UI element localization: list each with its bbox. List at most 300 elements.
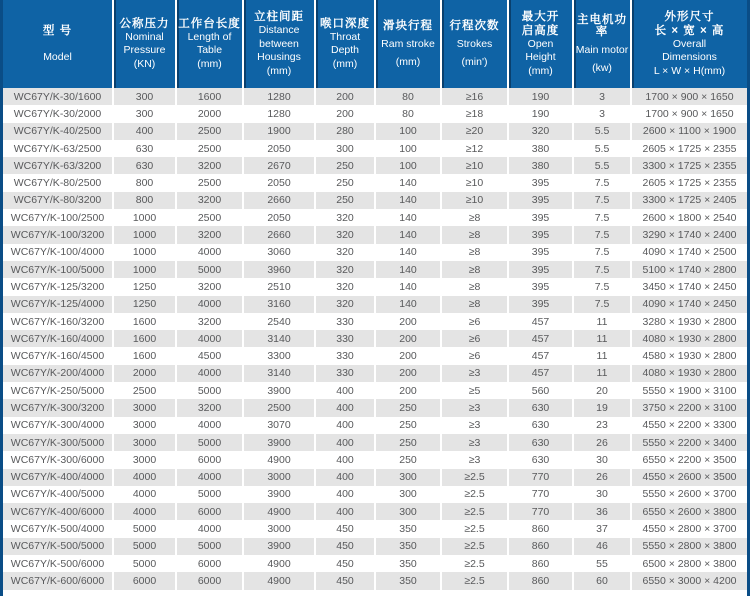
cell-strokes: ≥3 bbox=[441, 451, 508, 468]
cell-housing_distance: 2670 bbox=[243, 157, 315, 174]
cell-nominal_pressure: 1600 bbox=[113, 330, 176, 347]
cell-nominal_pressure: 5000 bbox=[113, 520, 176, 537]
cell-model: WC67Y/K-125/3200 bbox=[3, 278, 113, 295]
cell-housing_distance: 4900 bbox=[243, 555, 315, 572]
cell-main_motor: 26 bbox=[573, 469, 631, 486]
cell-ram_stroke: 140 bbox=[375, 244, 441, 261]
cell-throat_depth: 400 bbox=[315, 451, 375, 468]
cell-open_height: 395 bbox=[508, 261, 573, 278]
cell-dimensions: 4090 × 1740 × 2450 bbox=[631, 296, 747, 313]
cell-strokes: ≥3 bbox=[441, 399, 508, 416]
header-line: Length of bbox=[187, 30, 232, 43]
cell-table_length: 5000 bbox=[176, 538, 243, 555]
cell-throat_depth: 400 bbox=[315, 399, 375, 416]
cell-model: WC67Y/K-300/4000 bbox=[3, 417, 113, 434]
cell-strokes: ≥2.5 bbox=[441, 486, 508, 503]
cell-dimensions: 4550 × 2800 × 3700 bbox=[631, 520, 747, 537]
cell-nominal_pressure: 1250 bbox=[113, 296, 176, 313]
table-row bbox=[3, 399, 747, 416]
cell-nominal_pressure: 3000 bbox=[113, 451, 176, 468]
cell-ram_stroke: 80 bbox=[375, 105, 441, 122]
cell-ram_stroke: 350 bbox=[375, 555, 441, 572]
col-header-strokes bbox=[441, 0, 508, 88]
cell-strokes: ≥2.5 bbox=[441, 538, 508, 555]
header-line: 立柱间距 bbox=[254, 11, 304, 23]
cell-nominal_pressure: 630 bbox=[113, 140, 176, 157]
cell-model: WC67Y/K-300/3200 bbox=[3, 399, 113, 416]
header-line: L × W × H(mm) bbox=[653, 64, 726, 77]
cell-table_length: 3200 bbox=[176, 226, 243, 243]
cell-throat_depth: 200 bbox=[315, 105, 375, 122]
cell-housing_distance: 2510 bbox=[243, 278, 315, 295]
cell-main_motor: 37 bbox=[573, 520, 631, 537]
cell-ram_stroke: 140 bbox=[375, 261, 441, 278]
header-line: (mm) bbox=[528, 64, 553, 77]
cell-open_height: 380 bbox=[508, 140, 573, 157]
cell-strokes: ≥6 bbox=[441, 330, 508, 347]
cell-ram_stroke: 250 bbox=[375, 434, 441, 451]
header-line: (min') bbox=[461, 56, 488, 68]
header-line: 长 × 宽 × 高 bbox=[654, 24, 725, 37]
table-row bbox=[3, 347, 747, 364]
cell-table_length: 1600 bbox=[176, 88, 243, 105]
table-row bbox=[3, 572, 747, 590]
cell-dimensions: 3280 × 1930 × 2800 bbox=[631, 313, 747, 330]
cell-model: WC67Y/K-63/2500 bbox=[3, 140, 113, 157]
cell-throat_depth: 320 bbox=[315, 261, 375, 278]
cell-ram_stroke: 200 bbox=[375, 313, 441, 330]
header-line: Pressure bbox=[123, 44, 166, 57]
header-line: (mm) bbox=[332, 57, 358, 70]
cell-throat_depth: 250 bbox=[315, 192, 375, 209]
cell-table_length: 4000 bbox=[176, 365, 243, 382]
table-row bbox=[3, 330, 747, 347]
col-header-main_motor bbox=[573, 0, 631, 88]
cell-housing_distance: 3140 bbox=[243, 330, 315, 347]
cell-strokes: ≥2.5 bbox=[441, 469, 508, 486]
cell-nominal_pressure: 1600 bbox=[113, 313, 176, 330]
cell-open_height: 190 bbox=[508, 105, 573, 122]
table-row bbox=[3, 140, 747, 157]
cell-model: WC67Y/K-500/6000 bbox=[3, 555, 113, 572]
cell-dimensions: 5550 × 2800 × 3800 bbox=[631, 538, 747, 555]
cell-nominal_pressure: 1000 bbox=[113, 261, 176, 278]
cell-strokes: ≥2.5 bbox=[441, 555, 508, 572]
cell-strokes: ≥6 bbox=[441, 347, 508, 364]
cell-strokes: ≥20 bbox=[441, 123, 508, 140]
cell-dimensions: 4090 × 1740 × 2500 bbox=[631, 244, 747, 261]
header-row bbox=[3, 0, 747, 88]
cell-open_height: 770 bbox=[508, 486, 573, 503]
cell-main_motor: 3 bbox=[573, 88, 631, 105]
cell-nominal_pressure: 1000 bbox=[113, 244, 176, 261]
cell-throat_depth: 330 bbox=[315, 347, 375, 364]
cell-model: WC67Y/K-160/4500 bbox=[3, 347, 113, 364]
header-line: 最大开 bbox=[521, 10, 560, 23]
table-row bbox=[3, 209, 747, 226]
cell-main_motor: 7.5 bbox=[573, 226, 631, 243]
header-line: 工作台长度 bbox=[178, 17, 241, 30]
cell-strokes: ≥12 bbox=[441, 140, 508, 157]
cell-throat_depth: 280 bbox=[315, 123, 375, 140]
header-line: Housings bbox=[257, 51, 301, 63]
header-line: 喉口深度 bbox=[320, 17, 370, 30]
header-line: Depth bbox=[330, 44, 360, 57]
cell-open_height: 395 bbox=[508, 244, 573, 261]
cell-nominal_pressure: 3000 bbox=[113, 399, 176, 416]
cell-strokes: ≥8 bbox=[441, 278, 508, 295]
cell-table_length: 5000 bbox=[176, 486, 243, 503]
cell-dimensions: 1700 × 900 × 1650 bbox=[631, 88, 747, 105]
cell-table_length: 3200 bbox=[176, 278, 243, 295]
cell-table_length: 6000 bbox=[176, 451, 243, 468]
col-header-model bbox=[3, 0, 113, 88]
col-header-housing_distance bbox=[243, 0, 315, 88]
header-line: Main motor bbox=[575, 43, 629, 56]
cell-throat_depth: 400 bbox=[315, 486, 375, 503]
cell-housing_distance: 1280 bbox=[243, 88, 315, 105]
cell-nominal_pressure: 4000 bbox=[113, 486, 176, 503]
table-row bbox=[3, 192, 747, 209]
table-row bbox=[3, 226, 747, 243]
table-row bbox=[3, 538, 747, 555]
table-row bbox=[3, 157, 747, 174]
cell-nominal_pressure: 3000 bbox=[113, 417, 176, 434]
cell-housing_distance: 2540 bbox=[243, 313, 315, 330]
cell-open_height: 395 bbox=[508, 192, 573, 209]
cell-table_length: 2500 bbox=[176, 174, 243, 191]
cell-model: WC67Y/K-160/3200 bbox=[3, 313, 113, 330]
table-row bbox=[3, 503, 747, 520]
cell-throat_depth: 400 bbox=[315, 417, 375, 434]
cell-main_motor: 7.5 bbox=[573, 244, 631, 261]
cell-housing_distance: 2050 bbox=[243, 209, 315, 226]
cell-table_length: 4000 bbox=[176, 330, 243, 347]
header-line: Ram stroke bbox=[381, 37, 435, 50]
cell-ram_stroke: 140 bbox=[375, 209, 441, 226]
cell-model: WC67Y/K-100/3200 bbox=[3, 226, 113, 243]
cell-table_length: 2500 bbox=[176, 209, 243, 226]
cell-open_height: 395 bbox=[508, 278, 573, 295]
cell-table_length: 5000 bbox=[176, 382, 243, 399]
cell-ram_stroke: 250 bbox=[375, 399, 441, 416]
table-row bbox=[3, 469, 747, 486]
table-row bbox=[3, 244, 747, 261]
cell-throat_depth: 450 bbox=[315, 555, 375, 572]
cell-strokes: ≥8 bbox=[441, 261, 508, 278]
header-line: Open bbox=[527, 37, 554, 50]
cell-strokes: ≥8 bbox=[441, 226, 508, 243]
col-header-ram_stroke bbox=[375, 0, 441, 88]
cell-throat_depth: 200 bbox=[315, 88, 375, 105]
cell-housing_distance: 3900 bbox=[243, 434, 315, 451]
cell-open_height: 457 bbox=[508, 330, 573, 347]
cell-table_length: 6000 bbox=[176, 503, 243, 520]
header-line: (KN) bbox=[133, 57, 156, 70]
cell-open_height: 190 bbox=[508, 88, 573, 105]
cell-main_motor: 11 bbox=[573, 313, 631, 330]
cell-nominal_pressure: 2500 bbox=[113, 382, 176, 399]
header-line: 外形尺寸 bbox=[664, 10, 715, 23]
col-header-open_height bbox=[508, 0, 573, 88]
cell-model: WC67Y/K-80/2500 bbox=[3, 174, 113, 191]
header-line: (mm) bbox=[395, 56, 421, 68]
header-line: Model bbox=[43, 50, 72, 63]
cell-housing_distance: 4900 bbox=[243, 572, 315, 590]
cell-dimensions: 6550 × 2200 × 3500 bbox=[631, 451, 747, 468]
cell-ram_stroke: 140 bbox=[375, 174, 441, 191]
cell-model: WC67Y/K-500/5000 bbox=[3, 538, 113, 555]
cell-table_length: 5000 bbox=[176, 261, 243, 278]
cell-open_height: 770 bbox=[508, 469, 573, 486]
cell-strokes: ≥3 bbox=[441, 434, 508, 451]
cell-nominal_pressure: 1250 bbox=[113, 278, 176, 295]
table-row bbox=[3, 486, 747, 503]
cell-dimensions: 6550 × 2600 × 3800 bbox=[631, 503, 747, 520]
cell-throat_depth: 250 bbox=[315, 157, 375, 174]
cell-throat_depth: 400 bbox=[315, 434, 375, 451]
cell-nominal_pressure: 4000 bbox=[113, 469, 176, 486]
cell-housing_distance: 3070 bbox=[243, 417, 315, 434]
cell-nominal_pressure: 800 bbox=[113, 174, 176, 191]
table-row bbox=[3, 313, 747, 330]
cell-housing_distance: 3900 bbox=[243, 486, 315, 503]
cell-housing_distance: 3000 bbox=[243, 469, 315, 486]
table-row bbox=[3, 123, 747, 140]
cell-housing_distance: 2050 bbox=[243, 140, 315, 157]
cell-nominal_pressure: 1600 bbox=[113, 347, 176, 364]
cell-table_length: 2000 bbox=[176, 105, 243, 122]
cell-strokes: ≥5 bbox=[441, 382, 508, 399]
cell-dimensions: 2605 × 1725 × 2355 bbox=[631, 140, 747, 157]
cell-throat_depth: 320 bbox=[315, 296, 375, 313]
cell-table_length: 2500 bbox=[176, 140, 243, 157]
cell-strokes: ≥16 bbox=[441, 88, 508, 105]
cell-ram_stroke: 350 bbox=[375, 520, 441, 537]
cell-model: WC67Y/K-400/4000 bbox=[3, 469, 113, 486]
cell-housing_distance: 3960 bbox=[243, 261, 315, 278]
table-row bbox=[3, 382, 747, 399]
cell-open_height: 860 bbox=[508, 555, 573, 572]
cell-open_height: 630 bbox=[508, 417, 573, 434]
header-line: 主电机功率 bbox=[577, 13, 627, 38]
header-line: 公称压力 bbox=[119, 17, 170, 30]
cell-table_length: 4000 bbox=[176, 469, 243, 486]
header-line: Dimensions bbox=[662, 51, 717, 64]
cell-main_motor: 3 bbox=[573, 105, 631, 122]
table-row bbox=[3, 296, 747, 313]
cell-main_motor: 5.5 bbox=[573, 140, 631, 157]
cell-dimensions: 5550 × 2600 × 3700 bbox=[631, 486, 747, 503]
table-row bbox=[3, 174, 747, 191]
cell-model: WC67Y/K-100/2500 bbox=[3, 209, 113, 226]
cell-ram_stroke: 200 bbox=[375, 330, 441, 347]
cell-table_length: 2500 bbox=[176, 123, 243, 140]
cell-open_height: 630 bbox=[508, 451, 573, 468]
cell-throat_depth: 330 bbox=[315, 330, 375, 347]
cell-dimensions: 2605 × 1725 × 2355 bbox=[631, 174, 747, 191]
cell-throat_depth: 320 bbox=[315, 278, 375, 295]
cell-model: WC67Y/K-40/2500 bbox=[3, 123, 113, 140]
cell-nominal_pressure: 1000 bbox=[113, 226, 176, 243]
cell-model: WC67Y/K-30/2000 bbox=[3, 105, 113, 122]
cell-strokes: ≥2.5 bbox=[441, 520, 508, 537]
cell-main_motor: 26 bbox=[573, 434, 631, 451]
cell-table_length: 3200 bbox=[176, 192, 243, 209]
cell-ram_stroke: 200 bbox=[375, 347, 441, 364]
cell-strokes: ≥8 bbox=[441, 296, 508, 313]
header-line: 行程次数 bbox=[449, 19, 500, 32]
cell-model: WC67Y/K-400/6000 bbox=[3, 503, 113, 520]
cell-model: WC67Y/K-160/4000 bbox=[3, 330, 113, 347]
cell-housing_distance: 4900 bbox=[243, 503, 315, 520]
cell-table_length: 3200 bbox=[176, 313, 243, 330]
cell-housing_distance: 3900 bbox=[243, 538, 315, 555]
cell-ram_stroke: 100 bbox=[375, 157, 441, 174]
cell-open_height: 395 bbox=[508, 209, 573, 226]
header-line: between bbox=[259, 37, 299, 50]
cell-housing_distance: 3900 bbox=[243, 382, 315, 399]
cell-nominal_pressure: 5000 bbox=[113, 555, 176, 572]
cell-dimensions: 5100 × 1740 × 2800 bbox=[631, 261, 747, 278]
header-line: 滑块行程 bbox=[383, 19, 433, 32]
cell-strokes: ≥2.5 bbox=[441, 503, 508, 520]
cell-throat_depth: 450 bbox=[315, 520, 375, 537]
cell-dimensions: 3300 × 1725 × 2355 bbox=[631, 157, 747, 174]
col-header-table_length bbox=[176, 0, 243, 88]
cell-open_height: 320 bbox=[508, 123, 573, 140]
cell-table_length: 3200 bbox=[176, 157, 243, 174]
header-line: Nominal bbox=[125, 30, 164, 43]
cell-main_motor: 7.5 bbox=[573, 174, 631, 191]
cell-open_height: 395 bbox=[508, 296, 573, 313]
cell-dimensions: 5550 × 1900 × 3100 bbox=[631, 382, 747, 399]
cell-housing_distance: 2660 bbox=[243, 226, 315, 243]
cell-ram_stroke: 300 bbox=[375, 503, 441, 520]
cell-strokes: ≥6 bbox=[441, 313, 508, 330]
cell-table_length: 6000 bbox=[176, 555, 243, 572]
cell-open_height: 770 bbox=[508, 503, 573, 520]
cell-strokes: ≥18 bbox=[441, 105, 508, 122]
cell-model: WC67Y/K-200/4000 bbox=[3, 365, 113, 382]
cell-dimensions: 3300 × 1725 × 2405 bbox=[631, 192, 747, 209]
cell-open_height: 860 bbox=[508, 538, 573, 555]
cell-dimensions: 4550 × 2600 × 3500 bbox=[631, 469, 747, 486]
cell-strokes: ≥10 bbox=[441, 174, 508, 191]
cell-dimensions: 6550 × 3000 × 4200 bbox=[631, 572, 747, 590]
cell-nominal_pressure: 800 bbox=[113, 192, 176, 209]
cell-ram_stroke: 350 bbox=[375, 572, 441, 590]
cell-open_height: 457 bbox=[508, 365, 573, 382]
cell-main_motor: 55 bbox=[573, 555, 631, 572]
cell-open_height: 457 bbox=[508, 347, 573, 364]
cell-open_height: 630 bbox=[508, 434, 573, 451]
cell-model: WC67Y/K-400/5000 bbox=[3, 486, 113, 503]
col-header-throat_depth bbox=[315, 0, 375, 88]
cell-dimensions: 4080 × 1930 × 2800 bbox=[631, 330, 747, 347]
cell-model: WC67Y/K-125/4000 bbox=[3, 296, 113, 313]
cell-open_height: 395 bbox=[508, 174, 573, 191]
cell-main_motor: 7.5 bbox=[573, 209, 631, 226]
cell-ram_stroke: 250 bbox=[375, 417, 441, 434]
header-line: Height bbox=[525, 51, 556, 64]
cell-main_motor: 60 bbox=[573, 572, 631, 590]
cell-housing_distance: 3300 bbox=[243, 347, 315, 364]
cell-ram_stroke: 350 bbox=[375, 538, 441, 555]
cell-throat_depth: 450 bbox=[315, 572, 375, 590]
cell-nominal_pressure: 300 bbox=[113, 105, 176, 122]
cell-ram_stroke: 140 bbox=[375, 278, 441, 295]
cell-housing_distance: 1900 bbox=[243, 123, 315, 140]
table-row bbox=[3, 520, 747, 537]
cell-strokes: ≥3 bbox=[441, 417, 508, 434]
cell-throat_depth: 320 bbox=[315, 209, 375, 226]
col-header-dimensions bbox=[631, 0, 747, 88]
cell-throat_depth: 330 bbox=[315, 365, 375, 382]
table-header bbox=[3, 0, 747, 88]
cell-ram_stroke: 300 bbox=[375, 486, 441, 503]
cell-main_motor: 30 bbox=[573, 451, 631, 468]
header-line: Strokes bbox=[456, 37, 493, 50]
cell-dimensions: 2600 × 1100 × 1900 bbox=[631, 123, 747, 140]
cell-ram_stroke: 250 bbox=[375, 451, 441, 468]
cell-nominal_pressure: 300 bbox=[113, 88, 176, 105]
cell-ram_stroke: 200 bbox=[375, 365, 441, 382]
cell-dimensions: 1700 × 900 × 1650 bbox=[631, 105, 747, 122]
cell-dimensions: 4080 × 1930 × 2800 bbox=[631, 365, 747, 382]
cell-open_height: 395 bbox=[508, 226, 573, 243]
cell-main_motor: 5.5 bbox=[573, 123, 631, 140]
cell-open_height: 630 bbox=[508, 399, 573, 416]
cell-dimensions: 3750 × 2200 × 3100 bbox=[631, 399, 747, 416]
cell-model: WC67Y/K-600/6000 bbox=[3, 572, 113, 590]
header-line: Throat bbox=[329, 30, 361, 43]
cell-strokes: ≥10 bbox=[441, 157, 508, 174]
header-line: (mm) bbox=[197, 57, 222, 70]
cell-nominal_pressure: 6000 bbox=[113, 572, 176, 590]
cell-nominal_pressure: 400 bbox=[113, 123, 176, 140]
cell-nominal_pressure: 630 bbox=[113, 157, 176, 174]
cell-housing_distance: 3160 bbox=[243, 296, 315, 313]
cell-open_height: 457 bbox=[508, 313, 573, 330]
cell-table_length: 5000 bbox=[176, 434, 243, 451]
cell-throat_depth: 330 bbox=[315, 313, 375, 330]
cell-ram_stroke: 140 bbox=[375, 296, 441, 313]
cell-throat_depth: 450 bbox=[315, 538, 375, 555]
table-row bbox=[3, 105, 747, 122]
cell-main_motor: 11 bbox=[573, 347, 631, 364]
cell-dimensions: 4550 × 2200 × 3300 bbox=[631, 417, 747, 434]
cell-housing_distance: 2050 bbox=[243, 174, 315, 191]
cell-strokes: ≥10 bbox=[441, 192, 508, 209]
cell-dimensions: 3450 × 1740 × 2450 bbox=[631, 278, 747, 295]
cell-housing_distance: 2500 bbox=[243, 399, 315, 416]
cell-dimensions: 3290 × 1740 × 2400 bbox=[631, 226, 747, 243]
cell-nominal_pressure: 1000 bbox=[113, 209, 176, 226]
cell-ram_stroke: 140 bbox=[375, 192, 441, 209]
table-row bbox=[3, 555, 747, 572]
cell-strokes: ≥3 bbox=[441, 365, 508, 382]
cell-ram_stroke: 140 bbox=[375, 226, 441, 243]
cell-model: WC67Y/K-63/3200 bbox=[3, 157, 113, 174]
header-line: Distance bbox=[258, 24, 300, 36]
header-line: (kw) bbox=[592, 62, 612, 74]
cell-throat_depth: 320 bbox=[315, 244, 375, 261]
cell-main_motor: 5.5 bbox=[573, 157, 631, 174]
cell-model: WC67Y/K-500/4000 bbox=[3, 520, 113, 537]
cell-strokes: ≥2.5 bbox=[441, 572, 508, 590]
cell-dimensions: 5550 × 2200 × 3400 bbox=[631, 434, 747, 451]
